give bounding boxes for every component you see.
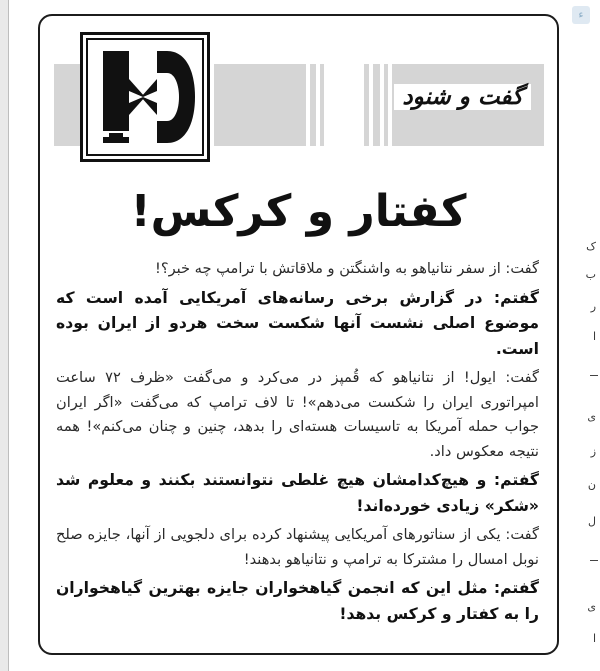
fragment-glyph: ا: [592, 330, 596, 343]
fragment-glyph: ب: [585, 268, 596, 281]
column-frame: [38, 14, 559, 655]
scan-badge-icon: ء: [572, 6, 590, 24]
band-stripe: [373, 64, 380, 146]
fragment-glyph: ی: [587, 410, 596, 423]
fragment-glyph: ن: [587, 478, 596, 491]
gofto-shonood-logo-icon: [80, 32, 210, 162]
band-stripe: [384, 64, 388, 146]
dialogue-question: گفت: از سفر نتانیاهو به واشنگتن و ملاقاتش با ترامپ چه خبر؟!: [154, 260, 539, 277]
fragment-glyph: ل: [588, 515, 596, 528]
fragment-glyph: ر: [590, 300, 596, 313]
fragment-glyph: ک: [586, 240, 596, 253]
dialogue-answer: گفتم: در گزارش برخی رسانه‌های آمریکایی آمده است که موضوع اصلی نشست آنها شکست سخت هردو از ایران بوده است.: [56, 288, 539, 358]
fragment-glyph: ا: [592, 632, 596, 645]
band-stripe: [310, 64, 316, 146]
band-stripe: [320, 64, 324, 146]
fragment-tick: [590, 560, 598, 561]
column-title: گفت و شنود: [394, 84, 531, 110]
logo-mark-icon: [83, 35, 207, 159]
fragment-glyph: ز: [590, 445, 596, 458]
fragment-glyph: ی: [587, 600, 596, 613]
dialogue-question: گفت: یکی از سناتورهای آمریکایی پیشنهاد کرده برای دلجویی از آنها، جایزه صلح نوبل امسال را مشترکا به ترامپ و نتانیاهو بدهند!: [56, 526, 539, 568]
dialogue-answer: گفتم: و هیچ‌کدامشان هیچ غلطی نتوانستند بکنند و معلوم شد «شکر» زیادی خورده‌اند!: [56, 471, 539, 515]
dialogue-answer: گفتم: مثل این که انجمن گیاهخواران جایزه بهترین گیاهخواران را به کفتار و کرکس بدهد!: [56, 579, 539, 623]
dialogue-question: گفت: ایول! از نتانیاهو که قُمپز در می‌کرد و می‌گفت «ظرف ۷۲ ساعت امپراتوری ایران را شکست می‌دهم»! تا لاف ترامپ که می‌گفت «اگر ایران جواب حمله آمریکا به تاسیسات هسته‌ای را بدهد، چنین و چنان می‌کنم»! همه نتیجه معکوس داد.: [56, 369, 539, 460]
article-body: [56, 257, 539, 631]
page-edge-strip: [0, 0, 9, 671]
adjacent-column-fragment: [570, 0, 600, 671]
fragment-tick: [590, 375, 598, 376]
band-stripe: [364, 64, 369, 146]
band-stripe: [214, 64, 306, 146]
article-headline: کفتار و کرکس!: [130, 186, 467, 237]
